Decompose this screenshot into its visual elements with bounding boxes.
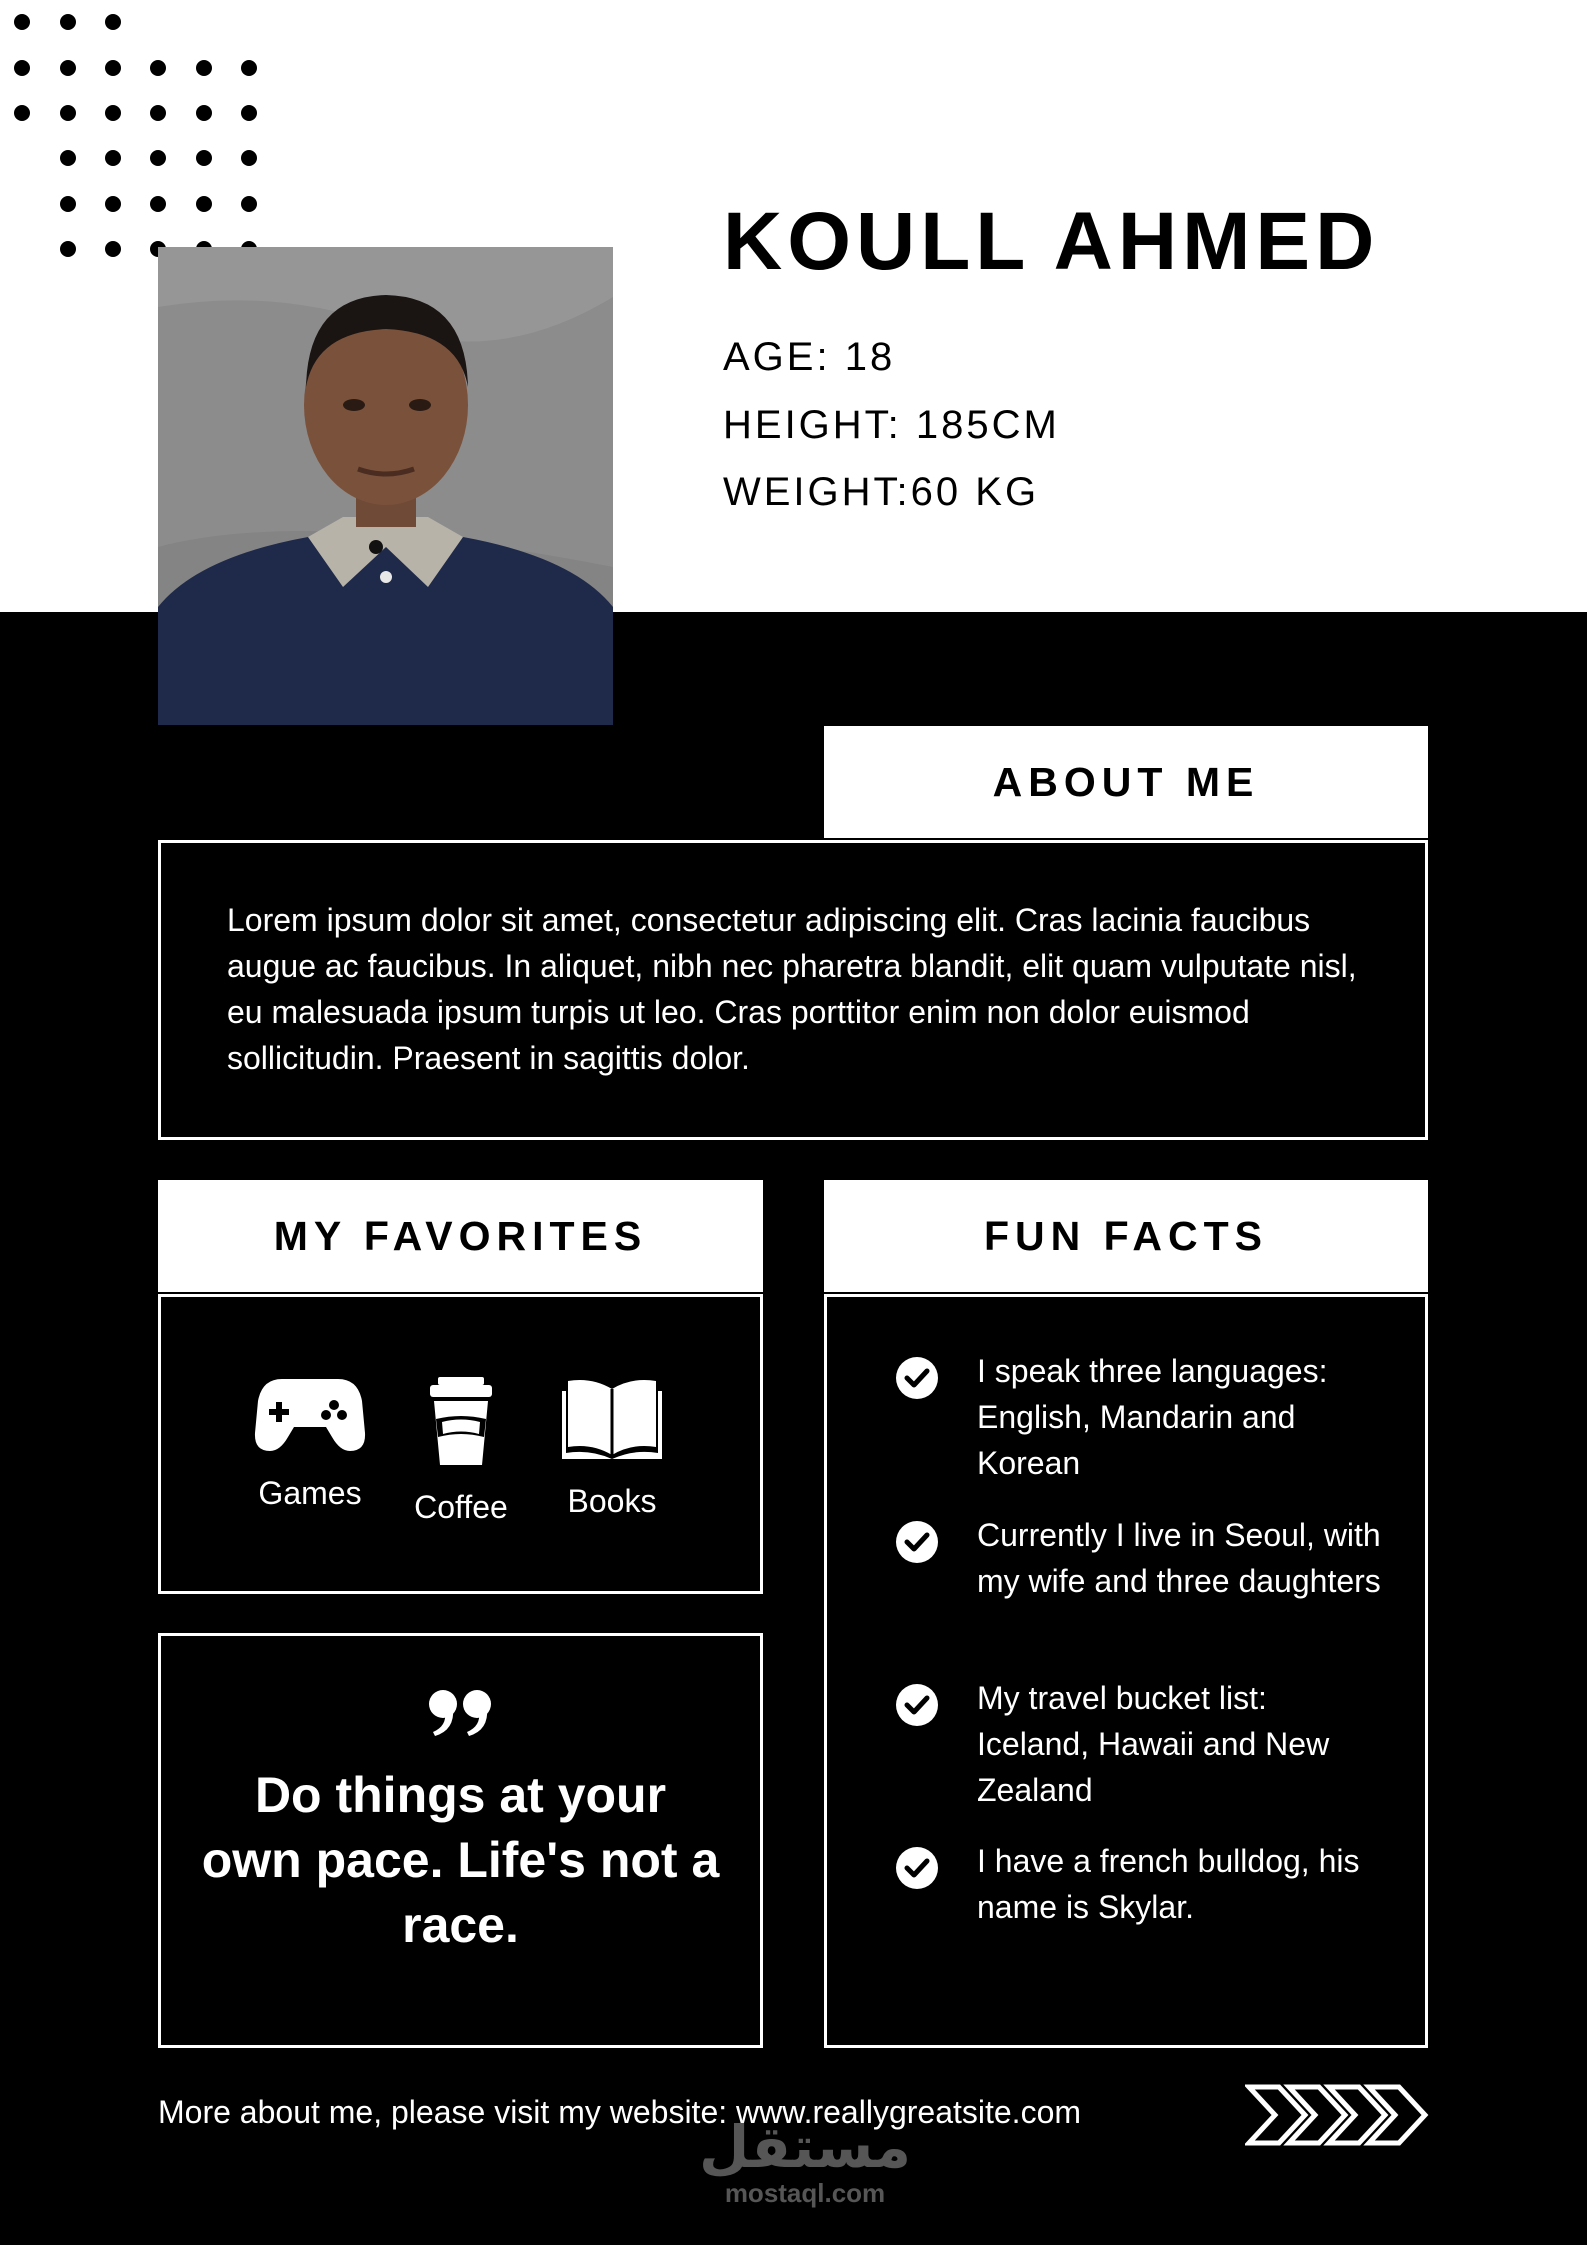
profile-name: KOULL AHMED (723, 196, 1380, 287)
favorite-label-books: Books (567, 1483, 657, 1519)
quote-mark-icon (427, 1688, 497, 1738)
quote-text: Do things at your own pace. Life's not a race. (201, 1767, 720, 1953)
weight-stat: WEIGHT:60 KG (723, 470, 1040, 514)
watermark-arabic-text: مستقل (698, 2115, 912, 2180)
coffee-cup-icon (426, 1375, 496, 1467)
gamepad-icon (254, 1375, 366, 1453)
check-circle-icon (895, 1520, 939, 1564)
about-me-heading: ABOUT ME (824, 726, 1428, 838)
fun-fact-text: Currently I live in Seoul, with my wife and three daughters (977, 1517, 1381, 1599)
check-circle-icon (895, 1683, 939, 1727)
fun-fact-text: I speak three languages: English, Mandarin and Korean (977, 1353, 1328, 1481)
open-book-icon (562, 1375, 662, 1461)
favorite-label-games: Games (258, 1475, 362, 1511)
about-me-text: Lorem ipsum dolor sit amet, consectetur adipiscing elit. Cras lacinia faucibus augue ac faucibus. In aliquet, nibh nec pharetra blandit, elit quam vulputate nisl, eu malesuada ipsum turpis ut leo. Cras porttitor enim non dolor euismod sollicitudin. Praesent in sagittis dolor. (227, 902, 1357, 1076)
chevron-arrows-icon (1245, 2083, 1430, 2147)
watermark-latin-text: mostaql.com (724, 2178, 886, 2208)
favorite-item-games (245, 1375, 375, 1512)
age-stat: AGE: 18 (723, 335, 896, 379)
profile-photo (158, 247, 613, 725)
favorite-item-books (547, 1375, 677, 1520)
fun-fact-text: I have a french bulldog, his name is Skylar. (977, 1843, 1360, 1925)
favorite-label-coffee: Coffee (414, 1489, 508, 1525)
my-favorites-heading: MY FAVORITES (158, 1180, 763, 1292)
website-footer-text: More about me, please visit my website: www.reallygreatsite.com (158, 2094, 1082, 2130)
height-stat: HEIGHT: 185CM (723, 403, 1060, 447)
mostaql-watermark (690, 2115, 920, 2208)
fun-facts-heading: FUN FACTS (824, 1180, 1428, 1292)
fun-fact-text: My travel bucket list: Iceland, Hawaii and New Zealand (977, 1680, 1330, 1808)
dot-pattern-decoration (0, 0, 270, 270)
favorite-item-coffee (396, 1375, 526, 1526)
check-circle-icon (895, 1356, 939, 1400)
check-circle-icon (895, 1846, 939, 1890)
